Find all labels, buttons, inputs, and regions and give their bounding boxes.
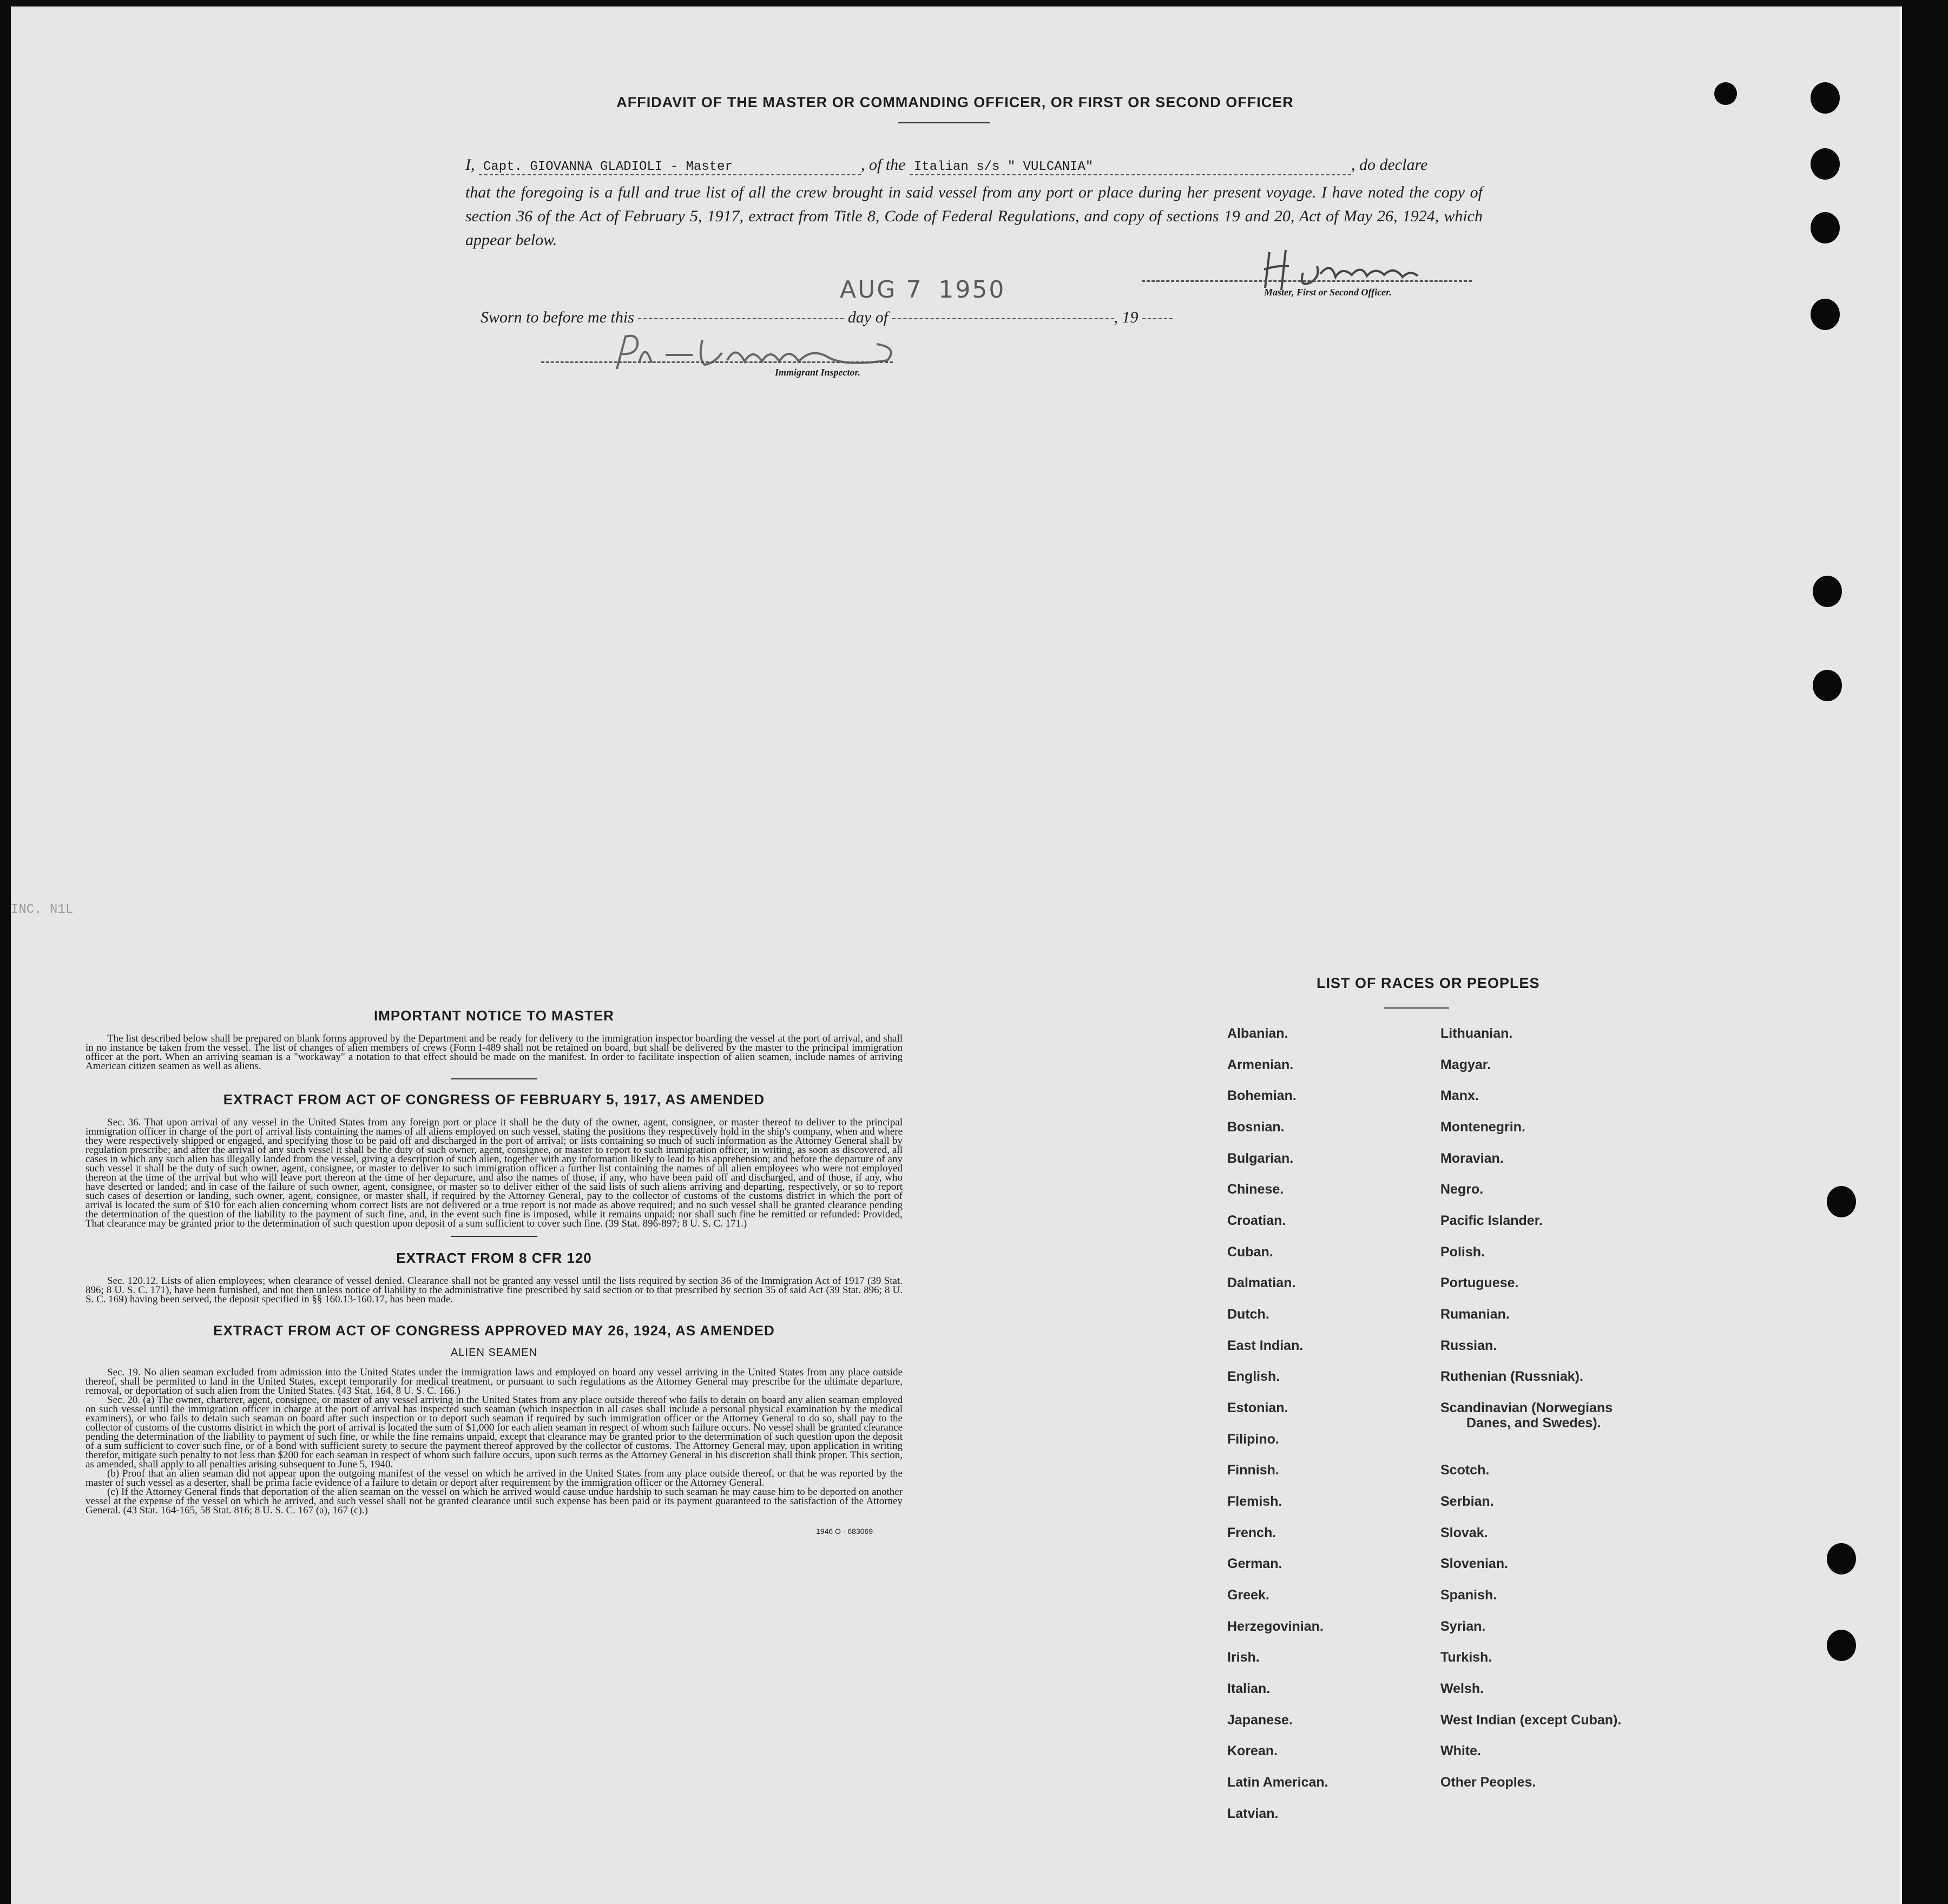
race-item: Syrian. — [1440, 1619, 1486, 1634]
race-item: Italian. — [1227, 1681, 1271, 1696]
race-item: Herzegovinian. — [1227, 1619, 1324, 1634]
race-item: Pacific Islander. — [1440, 1213, 1543, 1228]
race-item: Greek. — [1227, 1587, 1269, 1603]
race-item: Albanian. — [1227, 1026, 1288, 1041]
race-item: Chinese. — [1227, 1182, 1284, 1197]
race-item: Danes, and Swedes). — [1466, 1415, 1601, 1431]
declaration-prefix: I, — [465, 156, 475, 174]
affidavit-title: AFFIDAVIT OF THE MASTER OR COMMANDING OFFICER, OR FIRST OR SECOND OFFICER — [616, 94, 1294, 110]
race-item: Other Peoples. — [1440, 1775, 1536, 1790]
year-label: , 19 — [1114, 308, 1138, 326]
race-item: Latvian. — [1227, 1806, 1279, 1821]
race-item: Moravian. — [1440, 1151, 1504, 1166]
race-item: Polish. — [1440, 1244, 1485, 1260]
race-item: Negro. — [1440, 1182, 1484, 1197]
punch-hole — [1827, 1186, 1856, 1217]
act-1917-title: EXTRACT FROM ACT OF CONGRESS OF FEBRUARY 5, 1917, AS AMENDED — [223, 1091, 765, 1108]
races-rule — [1384, 1007, 1449, 1009]
day-of-label: day of — [847, 308, 889, 326]
race-item: Scandinavian (Norwegians — [1440, 1400, 1613, 1415]
race-item: Bosnian. — [1227, 1119, 1285, 1135]
notice-text: The list described below shall be prepared on blank forms approved by the Department and be ready for delivery to the immigration inspector boarding the vessel at the port of arrival, and shall in no instance be taken from the vessel. The list of changes of alien members of crews (Form I-489 shall not be retained on board, but shall be delivered by the master to the principal immigration officer at the port. When an arriving seaman is a "workaway" a notation to that effect should be made on the manifest. In order to facilitate inspection of alien seamen, include names of arriving American citizen seamen as well as aliens. — [85, 1033, 903, 1072]
declaration-text: that the foregoing is a full and true list of all the crew brought in said vessel from any port or place during her present voyage. I have noted the copy of section 36 of the Act of February 5, 1917, extract from Title 8, Code of Federal Regulations, and copy of sections 19 and 20, Act of May 26, 1924, which appear below. — [465, 183, 1483, 249]
act-1924-title: EXTRACT FROM ACT OF CONGRESS APPROVED MAY 26, 1924, AS AMENDED — [213, 1322, 775, 1339]
race-item: French. — [1227, 1525, 1276, 1540]
document-page — [11, 6, 1902, 1904]
races-title: LIST OF RACES OR PEOPLES — [1317, 975, 1540, 991]
cfr-text: Sec. 120.12. Lists of alien employees; when clearance of vessel denied. Clearance shall not be granted any vessel until the lists required by section 36 of the Immigration Act of 1917 (39 Stat. 896; 8 U. S. C. 171), have been furnished, and not then unless notice of liability to the administrative fine prescribed by said section or to that prescribed by section 35 of said Act (39 Stat. 896; 8 U. S. C. 169) having been served, the deposit specified in §§ 160.13-160.17, has been made. — [85, 1275, 903, 1305]
of-the-label: , of the — [861, 156, 906, 174]
race-item: West Indian (except Cuban). — [1440, 1712, 1622, 1728]
race-item: East Indian. — [1227, 1338, 1304, 1353]
stamp-year: 1950 — [938, 276, 1006, 304]
race-item: Rumanian. — [1440, 1307, 1510, 1322]
race-item: Dutch. — [1227, 1307, 1269, 1322]
title-rule — [898, 122, 990, 123]
punch-hole — [1811, 212, 1840, 243]
inspector-signature — [606, 331, 909, 374]
sec20a-text: Sec. 20. (a) The owner, charterer, agent, consignee, or master of any vessel arriving in the United States from any place outside thereof who fails to detain on board any alien seaman employed on such vessel until the immigration officer in charge at the port of arrival has inspected such seaman (which inspection in all cases shall include a personal physical examination by the medical examiners), or who fails to detain such seaman on board after such inspection or to deport such seaman if required by such immigration officer or the Attorney General to do so, shall pay to the collector of customs of the customs district in which the port of arrival is located the sum of $1,000 for each alien seaman in respect of whom such failure occurs. No vessel shall be granted clearance pending the determination of the liability to payment of such fine, or while the fine remains unpaid, except that clearance may be granted prior to the determination of such question upon the deposit of a sum sufficient to cover such fine, or of a bond with sufficient surety to secure the payment thereof approved by the collector of customs. The Attorney General may, upon application in writing therefor, mitigate such penalty to not less than $200 for each seaman in respect of whom such failure occurs, upon such terms as the Attorney General in his discretion shall think proper. This section, as amended, shall apply to all penalties arising subsequent to June 5, 1940. — [85, 1394, 903, 1470]
punch-hole — [1827, 1543, 1856, 1574]
sec20c-text: (c) If the Attorney General finds that deportation of the alien seaman on the vessel on which he arrived would cause undue hardship to such seaman he may cause him to be deported on another vessel at the expense of the vessel on which he arrived, and such vessel shall not be granted clearance until such expense has been paid or its payment guaranteed to the satisfaction of the Attorney General. (43 Stat. 164-165, 58 Stat. 816; 8 U. S. C. 167 (a), 167 (c).) — [85, 1486, 903, 1516]
race-item: Estonian. — [1227, 1400, 1288, 1415]
race-item: Montenegrin. — [1440, 1119, 1525, 1135]
race-item: Slovenian. — [1440, 1556, 1509, 1571]
inspector-caption: Immigrant Inspector. — [775, 367, 861, 378]
race-item: Korean. — [1227, 1743, 1278, 1758]
race-item: Flemish. — [1227, 1494, 1282, 1509]
race-item: Irish. — [1227, 1650, 1260, 1665]
race-item: Finnish. — [1227, 1462, 1279, 1478]
margin-stamp: INC. N1L — [11, 902, 74, 917]
section-rule — [451, 1078, 537, 1079]
print-code: 1946 O - 683069 — [816, 1527, 873, 1536]
cfr-title: EXTRACT FROM 8 CFR 120 — [396, 1250, 592, 1266]
legal-column — [85, 1007, 903, 1536]
date-stamp — [840, 276, 1005, 304]
punch-hole — [1813, 576, 1842, 607]
declaration-line — [465, 156, 1427, 175]
race-item: Slovak. — [1440, 1525, 1488, 1540]
race-item: English. — [1227, 1369, 1280, 1384]
section-rule — [451, 1236, 537, 1237]
race-item: Latin American. — [1227, 1775, 1328, 1790]
act-1917-text: Sec. 36. That upon arrival of any vessel in the United States from any foreign port or place it shall be the duty of the owner, agent, consignee, or master thereof to deliver to the principal immigration officer in charge of the port of arrival lists containing the names of all aliens employed on such vessel, stating the positions they respectively hold in the ship's company, when and where they were respectively shipped or engaged, and specifying those to be paid off and discharged in the port of arrival; or lists containing so much of such information as the Attorney General shall by regulation prescribe; and after the arrival of any such vessel it shall be the duty of such owner, agent, consignee, or master to report to such immigration officer, in writing, as soon as discovered, all cases in which any such alien has illegally landed from the vessel, giving a description of such alien, together with any information likely to lead to his apprehension; and before the departure of any such vessel it shall be the duty of such owner, agent, consignee, or master to deliver to such immigration officer a further list containing the names of all alien employees who were not employed thereon at the time of the arrival but who will leave port thereon at the time of her departure, and also the names of those, if any, who have been paid off and discharged, and of those, if any, who have deserted or landed; and in case of the failure of such owner, agent, consignee, or master so to deliver either of the said lists of such aliens arriving and departing, respectively, or so to report such cases of desertion or landing, such owner, agent, consignee, or master shall, if required by the Attorney General, pay to the collector of customs of the customs district in which the port of arrival is located the sum of $10 for each alien concerning whom correct lists are not delivered or a true report is not made as above required; and no such vessel shall be granted clearance pending the determination of the question of the liability to the payment of such fine, and, in the event such fine is imposed, while it remains unpaid; nor shall such fine be remitted or refunded: Provided, That clearance may be granted prior to the determination of such question upon deposit of a sum sufficient to cover such fine. (39 Stat. 896-897; 8 U. S. C. 171.) — [85, 1117, 903, 1229]
race-item: Filipino. — [1227, 1432, 1279, 1447]
race-item: Lithuanian. — [1440, 1026, 1513, 1041]
race-item: Turkish. — [1440, 1650, 1492, 1665]
race-item: Ruthenian (Russniak). — [1440, 1369, 1583, 1384]
race-item: Manx. — [1440, 1088, 1479, 1103]
inspector-signature-line — [541, 361, 893, 363]
sworn-label: Sworn to before me this — [481, 308, 634, 326]
day-blank — [892, 318, 1114, 319]
sec19-text: Sec. 19. No alien seaman excluded from admission into the United States under the immigration laws and employed on board any vessel arriving in the United States from any place outside thereof, shall be permitted to land in the United States, except temporarily for medical treatment, or pursuant to such regulations as the Attorney General may prescribe for the ultimate departure, removal, or deportation of such alien from the United States. (43 Stat. 164, 8 U. S. C. 166.) — [85, 1367, 903, 1396]
race-item: Bulgarian. — [1227, 1151, 1294, 1166]
race-item: German. — [1227, 1556, 1282, 1571]
punch-hole — [1811, 299, 1840, 330]
race-item: White. — [1440, 1743, 1481, 1758]
punch-hole — [1813, 670, 1842, 701]
race-item: Magyar. — [1440, 1057, 1491, 1072]
race-item: Armenian. — [1227, 1057, 1294, 1072]
master-name-field: Capt. GIOVANNA GLADIOLI - Master — [479, 160, 861, 175]
year-blank — [1142, 318, 1173, 319]
declare-label: , do declare — [1351, 156, 1428, 174]
notice-title: IMPORTANT NOTICE TO MASTER — [374, 1007, 614, 1024]
race-item: Scotch. — [1440, 1462, 1490, 1478]
race-item: Bohemian. — [1227, 1088, 1297, 1103]
stamp-date: AUG 7 — [840, 276, 923, 304]
race-item: Cuban. — [1227, 1244, 1273, 1260]
race-item: Croatian. — [1227, 1213, 1286, 1228]
race-item: Russian. — [1440, 1338, 1497, 1353]
punch-hole — [1811, 148, 1840, 180]
race-item: Welsh. — [1440, 1681, 1484, 1696]
sec20b-text: (b) Proof that an alien seaman did not appear upon the outgoing manifest of the vessel on which he arrived in the United States from any place outside thereof, or that he was reported by the master of such vessel as a deserter, shall be prima facie evidence of a failure to detain or deport after requirement by the immigration officer or the Attorney General. — [85, 1468, 903, 1488]
master-signature-line — [1142, 280, 1472, 282]
vessel-name-field: Italian s/s " VULCANIA" — [910, 160, 1351, 175]
punch-hole — [1827, 1630, 1856, 1661]
sworn-blank — [638, 318, 844, 319]
race-item: Dalmatian. — [1227, 1275, 1296, 1290]
master-caption: Master, First or Second Officer. — [1264, 287, 1392, 298]
sworn-line — [481, 308, 1173, 327]
race-item: Portuguese. — [1440, 1275, 1519, 1290]
alien-seamen-subtitle: ALIEN SEAMEN — [451, 1347, 537, 1359]
race-item: Japanese. — [1227, 1712, 1293, 1728]
race-item: Serbian. — [1440, 1494, 1494, 1509]
race-item: Spanish. — [1440, 1587, 1497, 1603]
